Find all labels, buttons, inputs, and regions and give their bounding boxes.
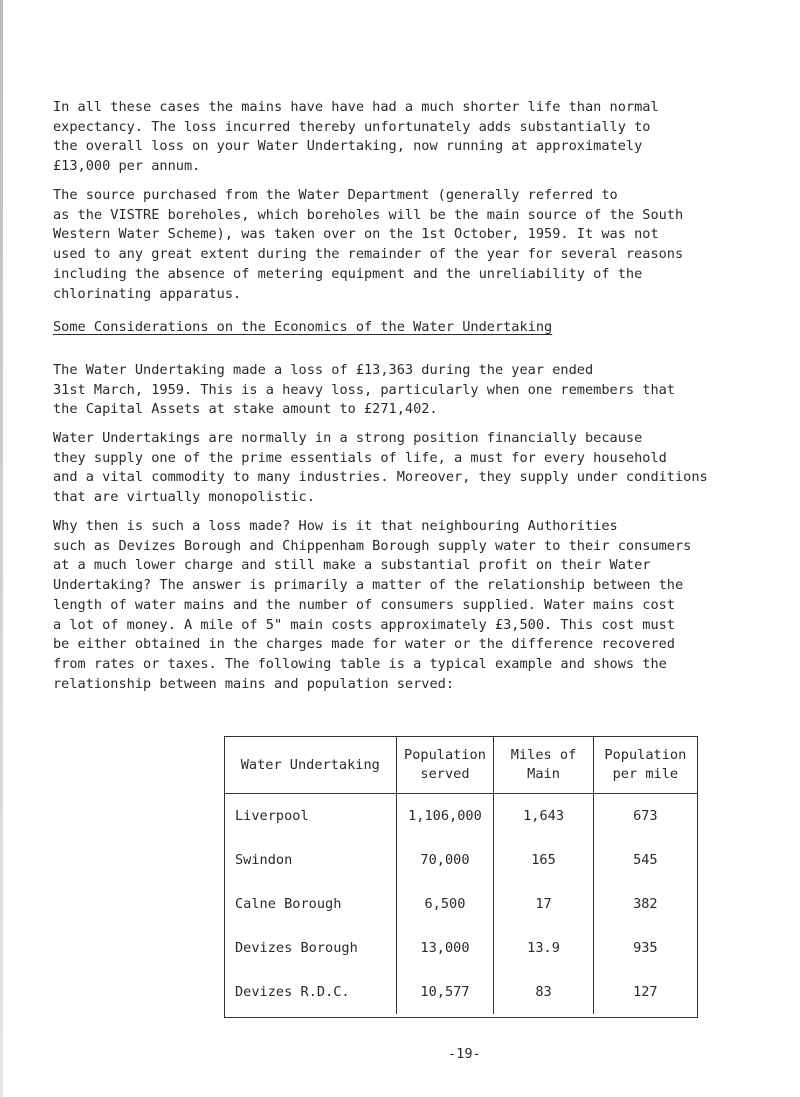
text-line: they supply one of the prime essentials of life, a must for every household [53, 449, 667, 466]
text-line: be either obtained in the charges made for water or the difference recovered [53, 636, 675, 653]
text-line: expectancy. The loss incurred thereby unfortunately adds substantially to [53, 118, 651, 135]
text-line: chlorinating apparatus. [53, 285, 242, 302]
table-row [225, 970, 697, 1014]
text-line: relationship between mains and population served: [53, 675, 455, 692]
text-line: 31st March, 1959. This is a heavy loss, particularly when one remembers that [53, 381, 675, 398]
data-table [225, 737, 697, 1014]
text-line: and a vital commodity to many industries. Moreover, they supply under conditions [53, 469, 708, 486]
table-cell: 1,106,000 [396, 794, 494, 839]
text-line: Undertaking? The answer is primarily a matter of the relationship between the [53, 577, 684, 594]
table-cell: 17 [494, 882, 593, 926]
table-row [225, 926, 697, 970]
table-cell: 83 [494, 970, 593, 1014]
paragraph-4 [53, 429, 793, 508]
water-undertaking-table [224, 736, 698, 1018]
paragraph-2 [53, 186, 793, 304]
paragraph-1 [53, 98, 793, 177]
text-line: at a much lower charge and still make a substantial profit on their Water [53, 557, 651, 574]
text-line: £13,000 per annum. [53, 158, 201, 175]
table-cell: Swindon [235, 852, 293, 868]
table-cell: 935 [593, 926, 697, 970]
text-line: length of water mains and the number of consumers supplied. Water mains cost [53, 596, 675, 613]
text-line: that are virtually monopolistic. [53, 489, 315, 506]
table-cell: 382 [593, 882, 697, 926]
table-cell: 127 [593, 970, 697, 1014]
table-row [225, 794, 697, 839]
table-row [225, 882, 697, 926]
text-line: Water Undertakings are normally in a strong position financially because [53, 430, 643, 446]
text-line: as the VISTRE boreholes, which boreholes will be the main source of the South [53, 206, 684, 223]
column-header-miles: Miles of Main [494, 737, 593, 794]
column-header-undertaking: Water Undertaking [225, 737, 396, 794]
table-cell: Devizes Borough [235, 940, 358, 956]
text-line: The source purchased from the Water Department (generally referred to [53, 187, 618, 203]
text-line: Why then is such a loss made? How is it that neighbouring Authorities [53, 518, 618, 534]
table-cell: 13,000 [396, 926, 494, 970]
text-line: used to any great extent during the remainder of the year for several reasons [53, 246, 684, 263]
table-cell: 13.9 [494, 926, 593, 970]
table-row [225, 838, 697, 882]
table-cell: 545 [593, 838, 697, 882]
table-cell: Devizes R.D.C. [235, 984, 350, 1000]
text-line: The Water Undertaking made a loss of £13,363 during the year ended [53, 362, 594, 378]
table-cell: 165 [494, 838, 593, 882]
text-line: the Capital Assets at stake amount to £271,402. [53, 401, 438, 418]
text-line: such as Devizes Borough and Chippenham Borough supply water to their consumers [53, 537, 692, 554]
column-header-per-mile: Population per mile [593, 737, 697, 794]
table-cell: 10,577 [396, 970, 494, 1014]
text-line: In all these cases the mains have have had a much shorter life than normal [53, 99, 659, 115]
text-line: the overall loss on your Water Undertaking, now running at approximately [53, 138, 643, 155]
table-cell: 673 [593, 794, 697, 839]
text-line: from rates or taxes. The following table is a typical example and shows the [53, 655, 667, 672]
text-line: Western Water Scheme), was taken over on the 1st October, 1959. It was not [53, 226, 659, 243]
column-header-population: Population served [396, 737, 494, 794]
table-cell: Liverpool [235, 808, 309, 824]
paragraph-5 [53, 517, 793, 694]
text-line: a lot of money. A mile of 5" main costs approximately £3,500. This cost must [53, 616, 675, 633]
table-header-row [225, 737, 697, 794]
page-number: -19- [448, 1046, 481, 1062]
table-cell: 1,643 [494, 794, 593, 839]
paragraph-3 [53, 361, 793, 420]
section-heading: Some Considerations on the Economics of the Water Undertaking [53, 319, 553, 335]
table-cell: 6,500 [396, 882, 494, 926]
table-cell: 70,000 [396, 838, 494, 882]
table-cell: Calne Borough [235, 896, 342, 912]
text-line: including the absence of metering equipment and the unreliability of the [53, 265, 643, 282]
